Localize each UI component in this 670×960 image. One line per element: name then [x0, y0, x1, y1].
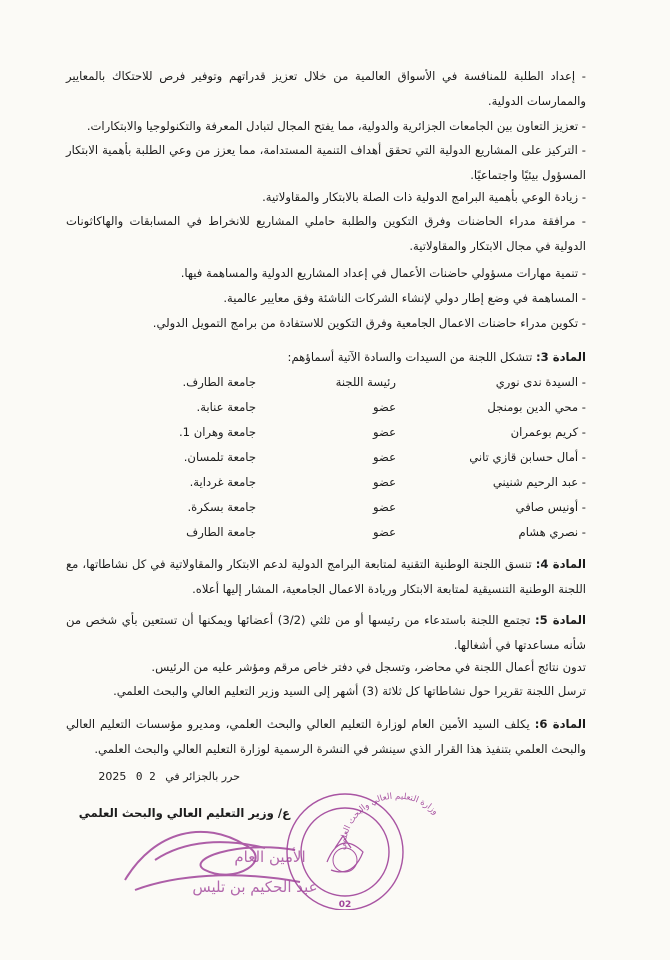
member-role: عضو — [373, 475, 396, 489]
member-name: - السيدة ندى نوري — [495, 375, 586, 389]
objective-1: - إعداد الطلبة للمنافسة في الأسواق العالمية من خلال تعزيز قدراتهم وتوفير فرص للاحتكاك بالمعايير والممارسات الدولية. — [66, 69, 586, 108]
member-role: عضو — [373, 525, 396, 539]
member-name: - عبد الرحيم شنيني — [492, 475, 586, 489]
member-name: - أمال حسابن قازي تاني — [469, 450, 586, 464]
member-role: عضو — [373, 425, 396, 439]
article-5-text: تجتمع اللجنة باستدعاء من رئيسها أو من ثلثي (3/2) أعضائها ويمكنها أن تستعين بأي شخص من شأنه مساعدتها في أشغالها. — [66, 613, 586, 652]
objective-7: - المساهمة في وضع إطار دولي لإنشاء الشركات الناشئة وفق معايير عالمية. — [223, 291, 586, 305]
member-role: عضو — [373, 500, 396, 514]
article-5-minutes: تدون نتائج أعمال اللجنة في محاضر، وتسجل في دفتر خاص مرقم ومؤشر عليه من الرئيس. — [151, 660, 586, 674]
member-name: - كريم بوعمران — [510, 425, 586, 439]
member-row — [66, 375, 586, 395]
signing-place: حرر بالجزائر في — [165, 770, 240, 783]
member-role: عضو — [373, 400, 396, 414]
objective-3: - التركيز على المشاريع الدولية التي تحقق أهداف التنمية المستدامة، مما يعزز من وعي الطلبة بأهمية الابتكار المسؤول بيئيًا واجتماعيًا. — [66, 143, 586, 182]
member-university: جامعة عنابة. — [196, 400, 256, 414]
article-5-report: ترسل اللجنة تقريرا حول نشاطاتها كل ثلاثة (3) أشهر إلى السيد وزير التعليم العالي والبحث العلمي. — [113, 684, 586, 698]
stamp-ring-text: وزارة التعليم العالي والبحث العلمي — [337, 791, 440, 851]
article-4-label: المادة 4: — [535, 557, 586, 571]
member-row — [66, 500, 586, 520]
member-university: جامعة الطارف. — [182, 375, 256, 389]
member-role: رئيسة اللجنة — [335, 375, 396, 389]
member-university: جامعة الطارف — [186, 525, 256, 539]
signatory-title: ع/ وزير التعليم العالي والبحث العلمي — [78, 806, 290, 820]
member-name: - أونيس صافي — [515, 500, 586, 514]
article-4-text: تنسق اللجنة الوطنية التقنية لمتابعة البرامج الدولية لدعم الابتكار والمقاولاتية في كل نشاطاتها، مع اللجنة الوطنية التنسيقية لمتابعة الابتكار وريادة الاعمال الجامعية، المشار إليها أعلاه. — [66, 557, 586, 596]
member-university: جامعة وهران 1. — [178, 425, 256, 439]
member-row — [66, 425, 586, 445]
article-3 — [288, 350, 586, 364]
member-row — [66, 525, 586, 545]
member-role: عضو — [373, 450, 396, 464]
article-3-text: تتشكل اللجنة من السيدات والسادة الآتية أسماؤهم: — [287, 350, 536, 364]
seal-name-line1: الأمين العام — [234, 848, 306, 866]
seal-name-line2: عبد الحكيم بن تليس — [192, 878, 318, 896]
article-5-label: المادة 5: — [535, 613, 586, 627]
member-row — [66, 450, 586, 470]
member-name: - محي الدين بومنجل — [487, 400, 586, 414]
article-3-label: المادة 3: — [535, 350, 586, 364]
article-6 — [66, 712, 586, 762]
member-university: جامعة غرداية. — [189, 475, 256, 489]
member-row — [66, 475, 586, 495]
official-seal-icon — [95, 790, 455, 910]
signing-day: 2 0 — [135, 770, 156, 783]
objective-2: - تعزيز التعاون بين الجامعات الجزائرية والدولية، مما يفتح المجال لتبادل المعرفة والتكنولوجيا والابتكارات. — [86, 119, 586, 133]
objective-6: - تنمية مهارات مسؤولي حاضنات الأعمال في إعداد المشاريع الدولية والمساهمة فيها. — [180, 266, 586, 280]
stamp-and-signature — [95, 790, 455, 910]
svg-text:وزارة التعليم العالي والبحث ال — [338, 791, 440, 850]
article-5 — [66, 608, 586, 658]
member-name: - نصري هشام — [518, 525, 586, 539]
signing-year: 2025 — [98, 770, 127, 783]
article-4 — [66, 552, 586, 602]
objective-4: - زيادة الوعي بأهمية البرامج الدولية ذات الصلة بالابتكار والمقاولاتية. — [262, 190, 586, 204]
article-6-label: المادة 6: — [534, 717, 586, 731]
objective-5: - مرافقة مدراء الحاضنات وفرق التكوين والطلبة حاملي المشاريع للانخراط في المسابقات والهاكاثونات الدولية في مجال الابتكار والمقاولاتية. — [66, 214, 586, 253]
member-row — [66, 400, 586, 420]
objective-8: - تكوين مدراء حاضنات الاعمال الجامعية وفرق التكوين للاستفادة من برامج التمويل الدولي. — [152, 316, 586, 330]
member-university: جامعة بسكرة. — [187, 500, 256, 514]
article-6-text: يكلف السيد الأمين العام لوزارة التعليم العالي والبحث العلمي، ومديرو مؤسسات التعليم العالي والبحث العلمي بتنفيذ هذا القرار الذي سينشر في النشرة الرسمية لوزارة التعليم العالي والبحث العلمي. — [66, 717, 586, 756]
stamp-number: 02 — [338, 900, 352, 910]
signing-date — [98, 770, 240, 783]
member-university: جامعة تلمسان. — [183, 450, 256, 464]
